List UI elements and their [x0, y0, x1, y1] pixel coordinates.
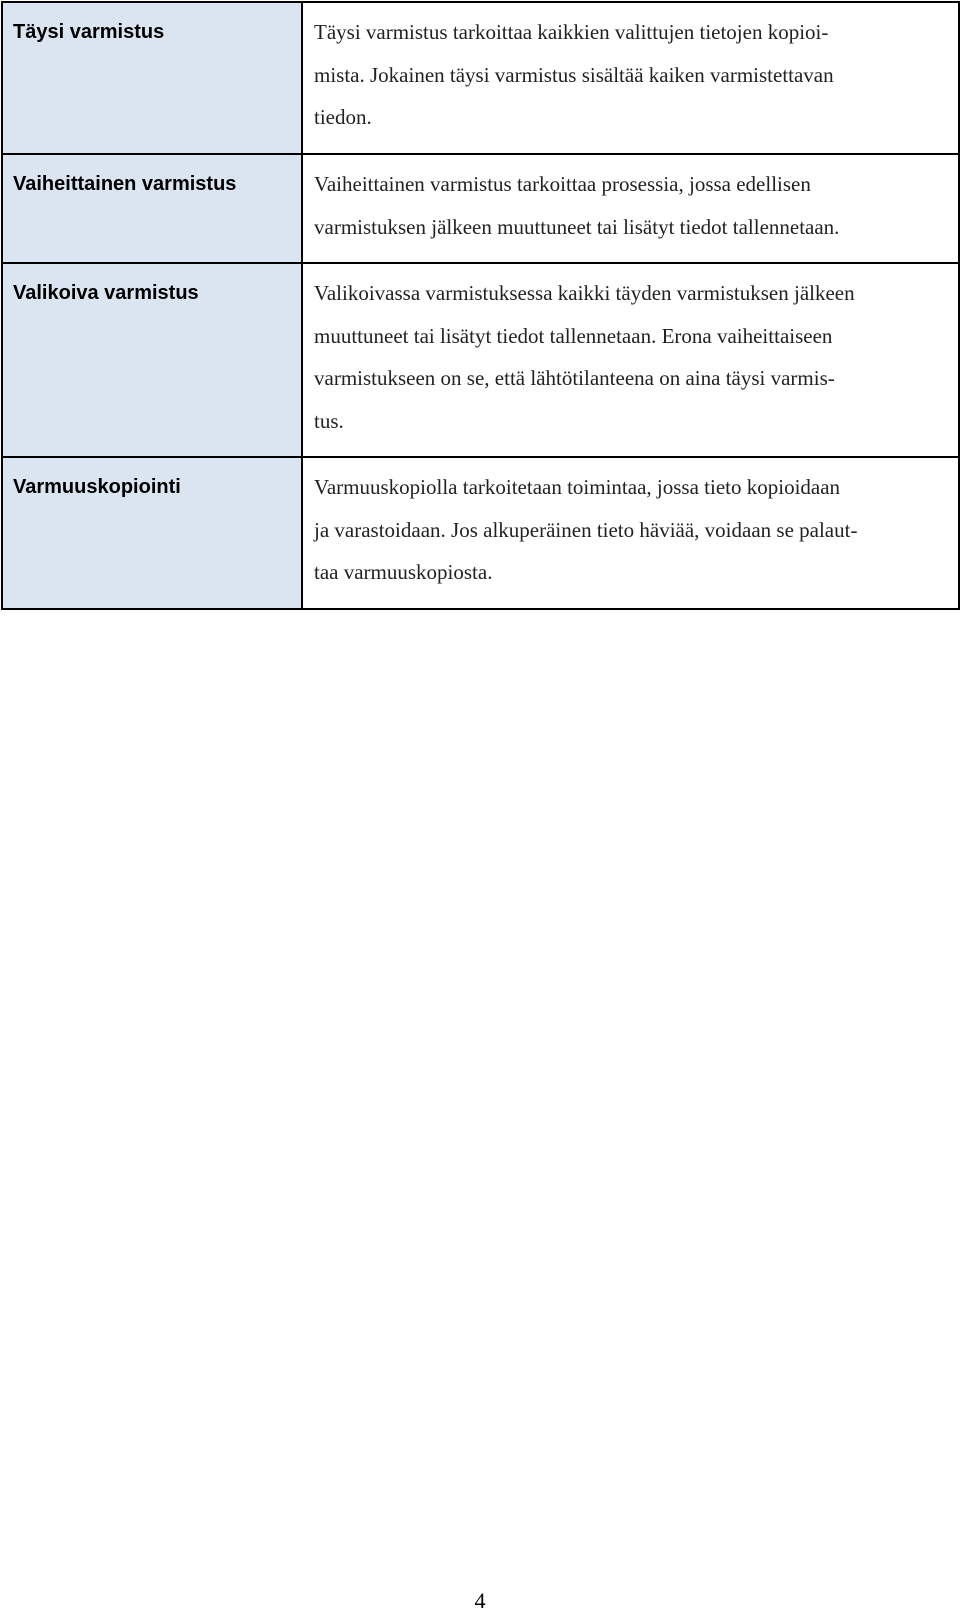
definitions-table — [1, 1, 960, 610]
description-line: Täysi varmistus tarkoittaa kaikkien valittujen tietojen kopioi- — [314, 20, 829, 44]
term-cell — [2, 263, 302, 457]
description-line: tiedon. — [314, 105, 372, 129]
table-row — [2, 457, 959, 609]
term-label: Täysi varmistus — [13, 21, 165, 43]
table-row — [2, 263, 959, 457]
table-row — [2, 2, 959, 154]
description-text — [303, 452, 958, 608]
description-cell — [302, 457, 959, 609]
term-cell — [2, 2, 302, 154]
description-line: tus. — [314, 408, 344, 433]
page-number: 4 — [474, 1588, 486, 1613]
description-text — [303, 258, 958, 456]
table-row — [2, 154, 959, 263]
description-line: varmistuksen jälkeen muuttuneet tai lisätyt tiedot tallennetaan. — [314, 214, 840, 239]
term-label: Vaiheittainen varmistus — [13, 173, 237, 195]
description-text — [303, 149, 958, 262]
description-text — [303, 0, 958, 153]
term-cell — [2, 154, 302, 263]
description-line: taa varmuuskopiosta. — [314, 560, 493, 584]
description-line: Vaiheittainen varmistus tarkoittaa prosessia, jossa edellisen — [314, 172, 811, 196]
description-line: varmistukseen on se, että lähtötilanteena on aina täysi varmis- — [314, 366, 835, 390]
term-cell — [2, 457, 302, 609]
description-line: ja varastoidaan. Jos alkuperäinen tieto häviää, voidaan se palaut- — [314, 517, 858, 542]
description-line: mista. Jokainen täysi varmistus sisältää kaiken varmistettavan — [314, 62, 834, 87]
description-line: Varmuuskopiolla tarkoitetaan toimintaa, jossa tieto kopioidaan — [314, 475, 841, 499]
term-label: Valikoiva varmistus — [13, 282, 199, 304]
term-label: Varmuuskopiointi — [13, 476, 181, 498]
description-line: Valikoivassa varmistuksessa kaikki täyden varmistuksen jälkeen — [314, 281, 855, 305]
description-line: muuttuneet tai lisätyt tiedot tallennetaan. Erona vaiheittaiseen — [314, 323, 833, 348]
description-cell — [302, 2, 959, 154]
description-cell — [302, 263, 959, 457]
description-cell — [302, 154, 959, 263]
